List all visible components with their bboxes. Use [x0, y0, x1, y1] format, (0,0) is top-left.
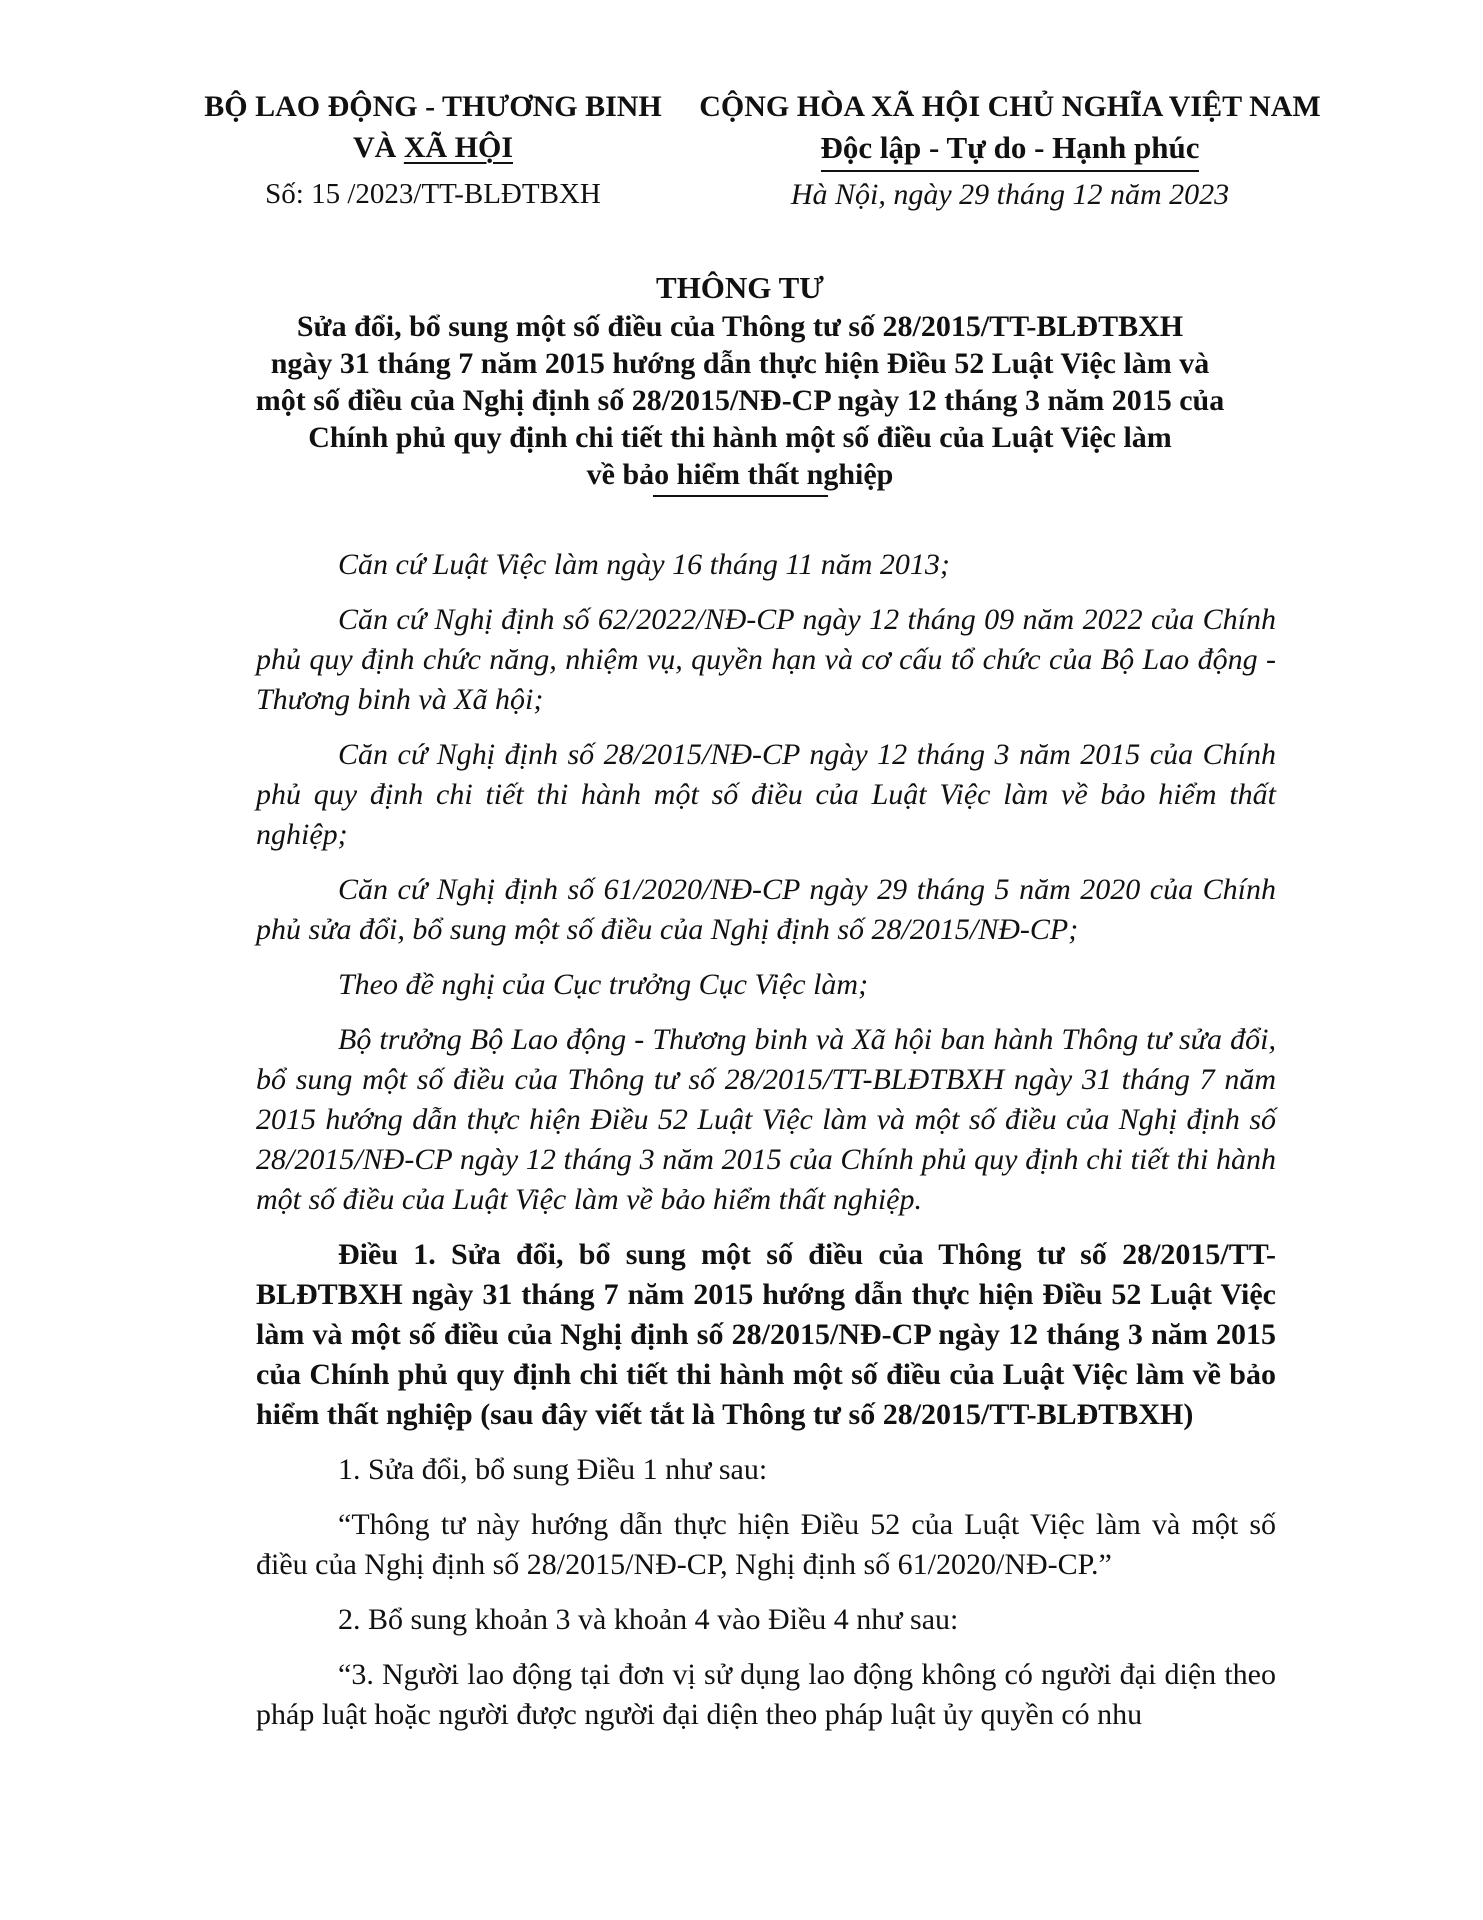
title-line-4: Chính phủ quy định chi tiết thi hành một số điều của Luật Việc làm [308, 421, 1172, 454]
preamble-paragraph: Căn cứ Nghị định số 28/2015/NĐ-CP ngày 12 tháng 3 năm 2015 của Chính phủ quy định chi tiết thi hành một số điều của Luật Việc làm về bảo hiểm thất nghiệp; [256, 738, 1276, 851]
title-line-5: về bảo hiểm thất nghiệp [586, 458, 894, 491]
motto-line [690, 127, 1330, 172]
ministry-line2 [188, 127, 678, 168]
ministry-line1: BỘ LAO ĐỘNG - THƯƠNG BINH [204, 90, 662, 123]
republic-title: CỘNG HÒA XÃ HỘI CHỦ NGHĨA VIỆT NAM [699, 90, 1321, 123]
document-number: Số: 15 /2023/TT-BLĐTBXH [265, 178, 601, 210]
article-1-item: 2. Bổ sung khoản 3 và khoản 4 vào Điều 4 như sau: [338, 1603, 959, 1636]
preamble-paragraph: Bộ trưởng Bộ Lao động - Thương binh và Xã hội ban hành Thông tư sửa đổi, bổ sung một số điều của Thông tư số 28/2015/TT-BLĐTBXH ngày 31 tháng 7 năm 2015 hướng dẫn thực hiện Điều 52 Luật Việc làm và một số điều của Nghị định số 28/2015/NĐ-CP ngày 12 tháng 3 năm 2015 của Chính phủ quy định chi tiết thi hành một số điều của Luật Việc làm về bảo hiểm thất nghiệp. [256, 1023, 1276, 1216]
place-date: Hà Nội, ngày 29 tháng 12 năm 2023 [790, 178, 1230, 211]
ministry-line2-prefix: VÀ [352, 131, 404, 164]
ministry-header [188, 86, 678, 168]
preamble-paragraph: Căn cứ Nghị định số 61/2020/NĐ-CP ngày 29 tháng 5 năm 2020 của Chính phủ sửa đổi, bổ sung một số điều của Nghị định số 28/2015/NĐ-CP; [256, 873, 1276, 946]
preamble-paragraph: Căn cứ Luật Việc làm ngày 16 tháng 11 năm 2013; [338, 548, 950, 581]
document-title [230, 268, 1250, 497]
republic-header [690, 86, 1330, 172]
preamble-paragraph: Căn cứ Nghị định số 62/2022/NĐ-CP ngày 12 tháng 09 năm 2022 của Chính phủ quy định chức năng, nhiệm vụ, quyền hạn và cơ cấu tổ chức của Bộ Lao động - Thương binh và Xã hội; [256, 603, 1276, 716]
ministry-line2-underlined: XÃ HỘI [403, 131, 514, 164]
article-1-heading: Điều 1. Sửa đổi, bổ sung một số điều của Thông tư số 28/2015/TT-BLĐTBXH ngày 31 tháng 7 năm 2015 hướng dẫn thực hiện Điều 52 Luật Việc làm và một số điều của Nghị định số 28/2015/NĐ-CP ngày 12 tháng 3 năm 2015 của Chính phủ quy định chi tiết thi hành một số điều của Luật Việc làm về bảo hiểm thất nghiệp (sau đây viết tắt là Thông tư số 28/2015/TT-BLĐTBXH) [256, 1238, 1276, 1431]
document-body [256, 545, 1276, 1750]
article-1-item: “3. Người lao động tại đơn vị sử dụng lao động không có người đại diện theo pháp luật hoặc người được người đại diện theo pháp luật ủy quyền có nhu [256, 1658, 1276, 1731]
preamble-paragraph: Theo đề nghị của Cục trưởng Cục Việc làm; [338, 968, 869, 1001]
document-type: THÔNG TƯ [656, 270, 824, 305]
article-1-item: 1. Sửa đổi, bổ sung Điều 1 như sau: [338, 1453, 768, 1486]
article-1-item: “Thông tư này hướng dẫn thực hiện Điều 52 của Luật Việc làm và một số điều của Nghị định số 28/2015/NĐ-CP, Nghị định số 61/2020/NĐ-CP.” [256, 1508, 1276, 1581]
motto: Độc lập - Tự do - Hạnh phúc [821, 127, 1200, 172]
title-divider [653, 495, 828, 497]
title-line-3: một số điều của Nghị định số 28/2015/NĐ-CP ngày 12 tháng 3 năm 2015 của [255, 384, 1225, 417]
title-line-1: Sửa đổi, bổ sung một số điều của Thông tư số 28/2015/TT-BLĐTBXH [296, 310, 1184, 343]
title-line-2: ngày 31 tháng 7 năm 2015 hướng dẫn thực hiện Điều 52 Luật Việc làm và [270, 347, 1210, 380]
